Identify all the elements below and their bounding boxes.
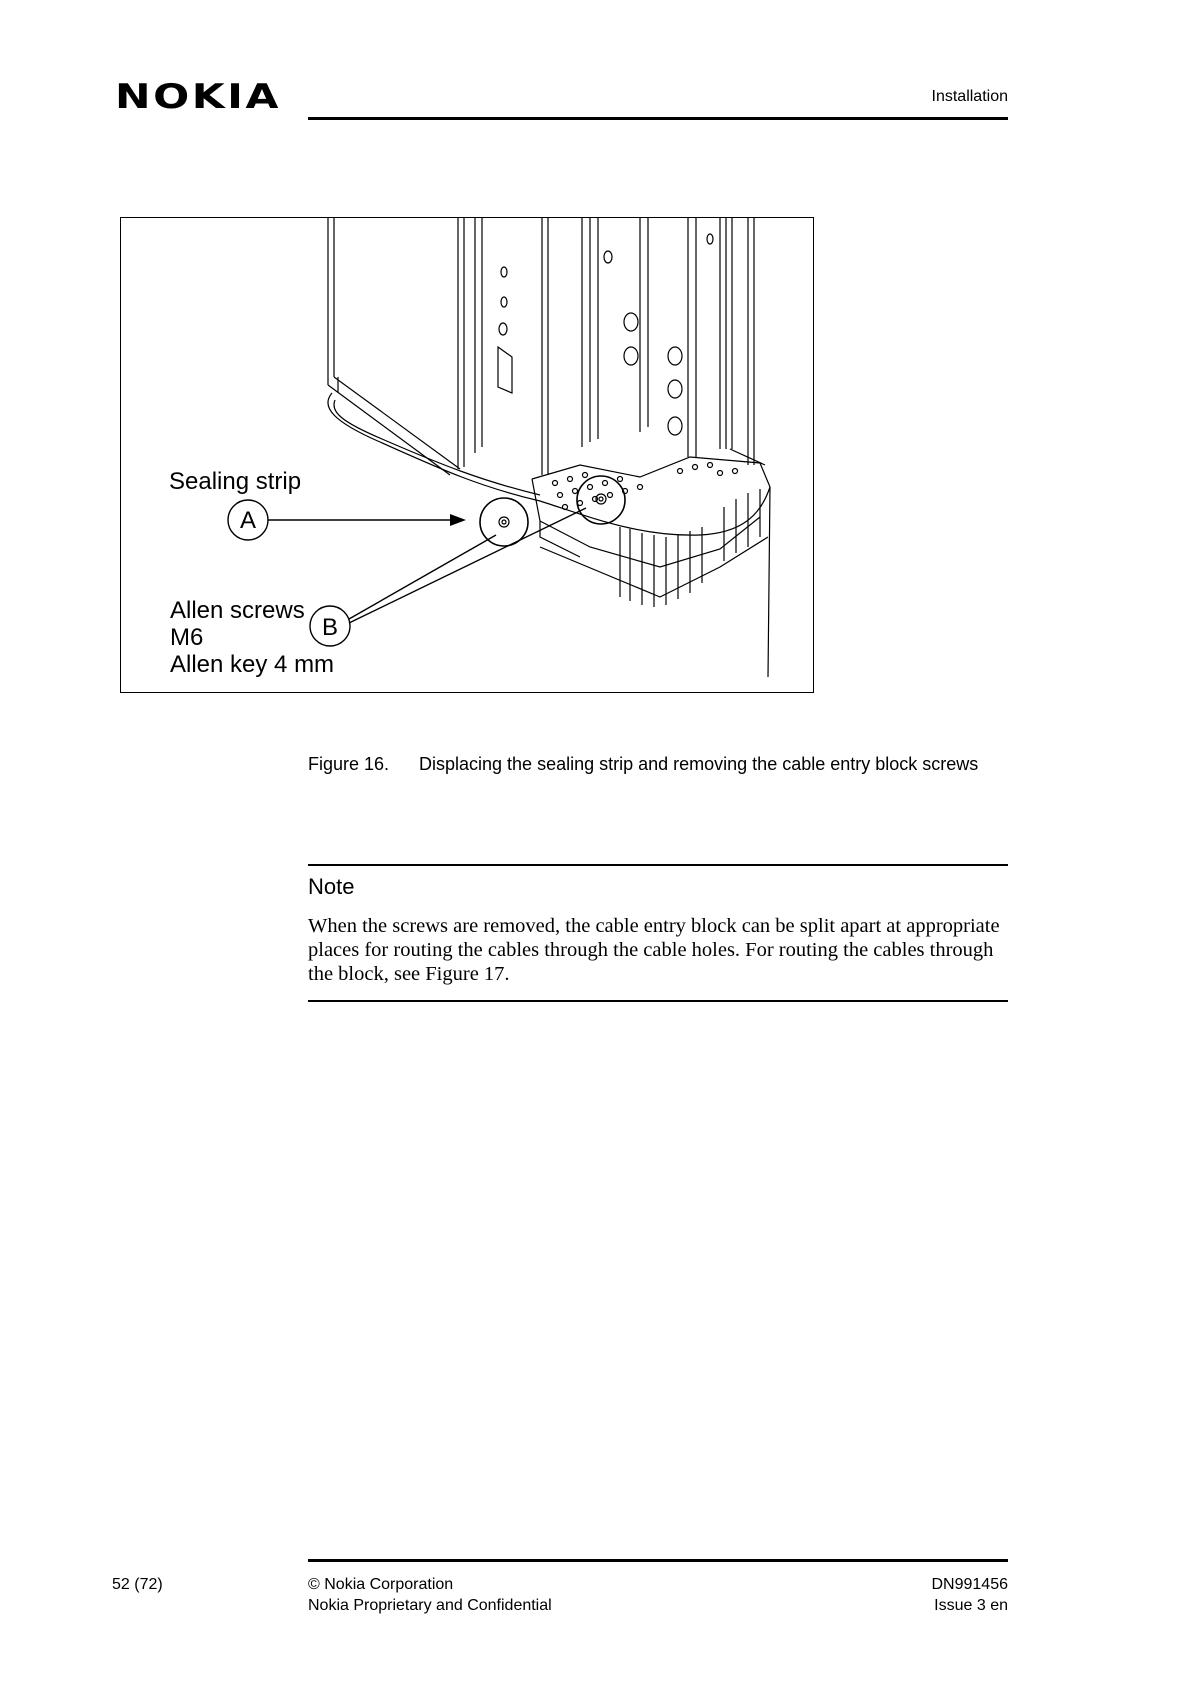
issue-number: Issue 3 en	[934, 1597, 1008, 1614]
note-body: When the screws are removed, the cable entry block can be split apart at appropriate places for routing the cables through the cable holes. For routing the cables through the block, see Figure 17.	[308, 915, 1000, 985]
nokia-logo: NOKIA	[115, 77, 281, 117]
block-grid	[553, 463, 738, 510]
chassis-frame	[328, 217, 812, 677]
footer-copyright	[308, 1574, 552, 1616]
block-fins	[540, 489, 768, 607]
callout-a-letter: A	[239, 507, 257, 534]
figure-caption-number: Figure 16.	[308, 754, 390, 774]
footer-doc-info	[932, 1574, 1009, 1616]
section-title: Installation	[931, 88, 1008, 105]
page-number: 52 (72)	[112, 1576, 163, 1593]
allen-screws-label	[170, 597, 334, 678]
callout-b-letter: B	[321, 614, 339, 641]
callout-a	[228, 500, 466, 540]
confidential-line: Nokia Proprietary and Confidential	[308, 1597, 552, 1614]
figure-caption-text: Displacing the sealing strip and removing the cable entry block screws	[419, 754, 979, 774]
document-id: DN991456	[931, 1576, 1008, 1593]
allen-screws-line2: M6	[170, 624, 204, 651]
note-bottom-rule	[308, 1000, 1008, 1002]
sealing-strip-label: Sealing strip	[169, 468, 302, 495]
header-rule	[308, 117, 1008, 120]
note-title: Note	[308, 874, 355, 899]
copyright-line: © Nokia Corporation	[308, 1576, 454, 1593]
note-top-rule	[308, 864, 1008, 866]
allen-screws-line3: Allen key 4 mm	[170, 651, 335, 678]
callout-b	[310, 476, 625, 646]
allen-screws-line1: Allen screws	[170, 597, 305, 624]
footer-rule	[308, 1559, 1008, 1562]
